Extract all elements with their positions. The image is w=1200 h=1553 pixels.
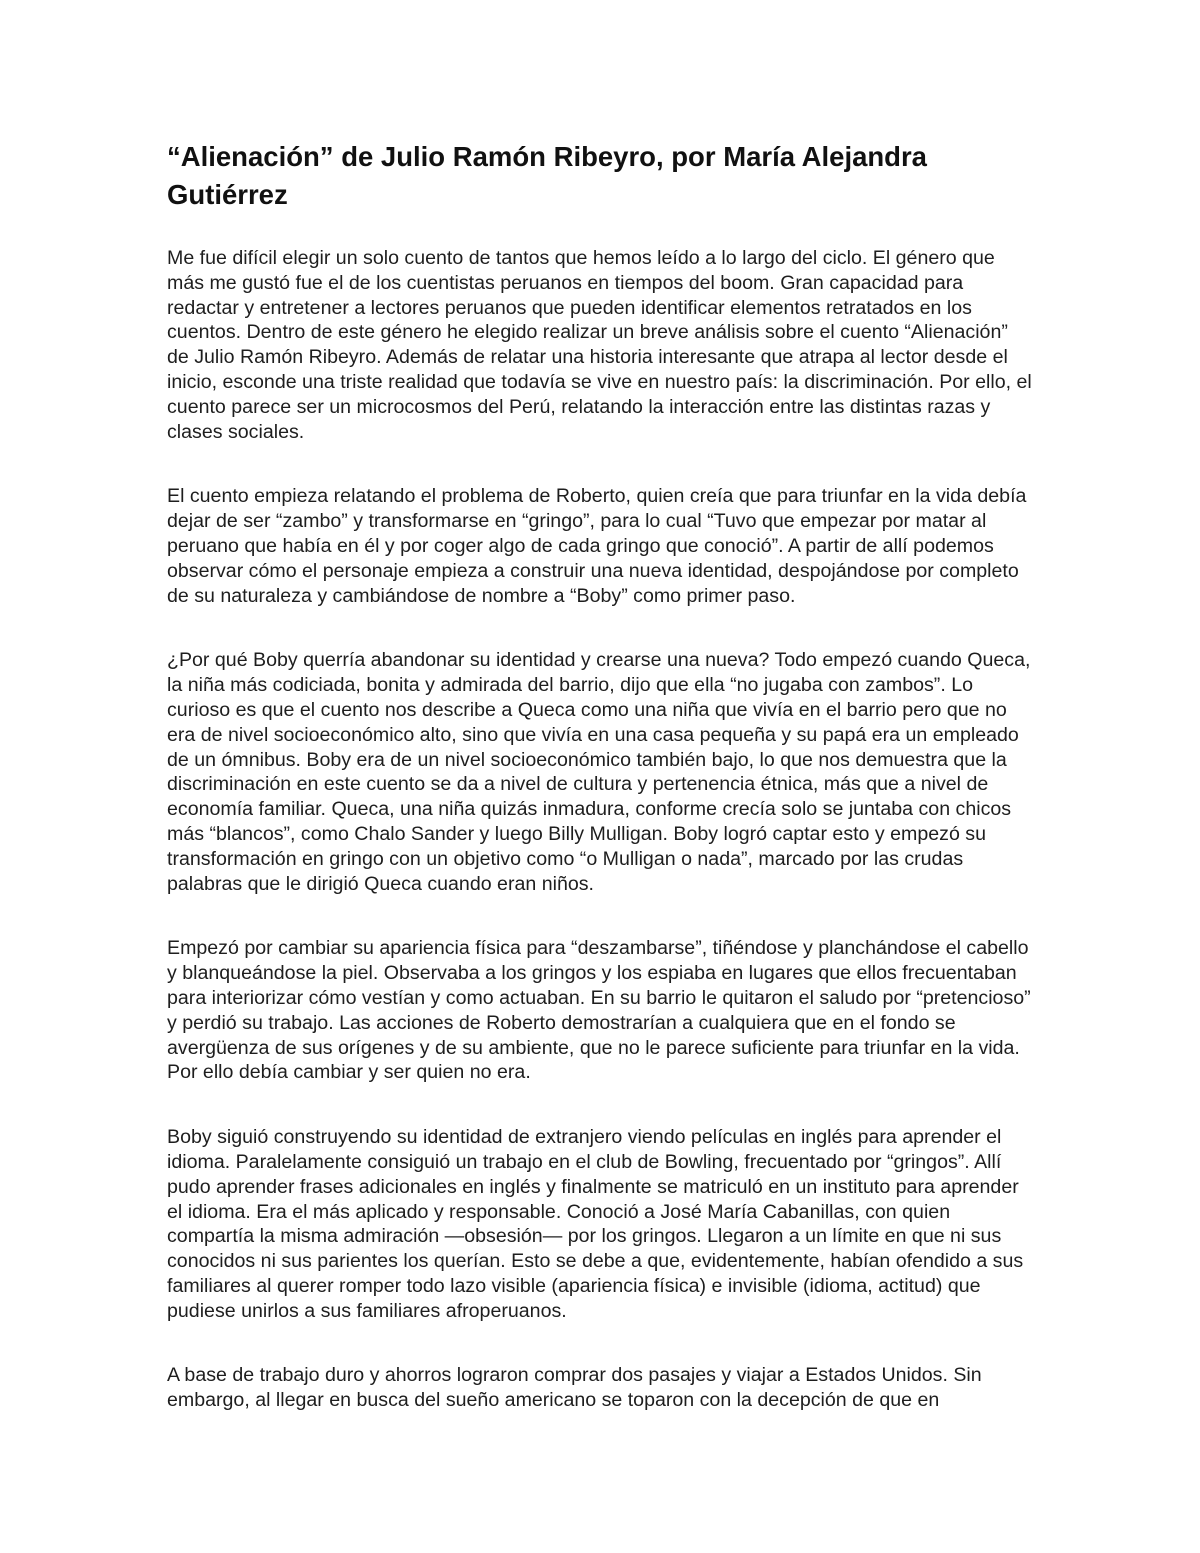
document-title: “Alienación” de Julio Ramón Ribeyro, por María Alejandra Gutiérrez xyxy=(167,141,927,210)
paragraph-6: A base de trabajo duro y ahorros lograron comprar dos pasajes y viajar a Estados Unidos. Sin embargo, al llegar en busca del sueño americano se toparon con la decepción de que en xyxy=(167,1364,982,1412)
document-body xyxy=(167,138,1035,1453)
paragraph-3: ¿Por qué Boby querría abandonar su identidad y crearse una nueva? Todo empezó cuando Queca, la niña más codiciada, bonita y admirada del barrio, dijo que ella “no jugaba con zambos”. Lo curioso es que el cuento nos describe a Queca como una niña que vivía en el barrio pero que no era de nivel socioeconómico alto, sino que vivía en una casa pequeña y su papá era un empleado de un ómnibus. Boby era de un nivel socioeconómico también bajo, lo que nos demuestra que la discriminación en este cuento se da a nivel de cultura y pertenencia étnica, más que a nivel de economía familiar. Queca, una niña quizás inmadura, conforme crecía solo se juntaba con chicos más “blancos”, como Chalo Sander y luego Billy Mulligan. Boby logró captar esto y empezó su transformación en gringo con un objetivo como “o Mulligan o nada”, marcado por las crudas palabras que le dirigió Queca cuando eran niños. xyxy=(167,649,1031,895)
paragraph-5: Boby siguió construyendo su identidad de extranjero viendo películas en inglés para aprender el idioma. Paralelamente consiguió un trabajo en el club de Bowling, frecuentado por “gringos”. Allí pudo aprender frases adicionales en inglés y finalmente se matriculó en un instituto para aprender el idioma. Era el más aplicado y responsable. Conoció a José María Cabanillas, con quien compartía la misma admiración —obsesión— por los gringos. Llegaron a un límite en que ni sus conocidos ni sus parientes los querían. Esto se debe a que, evidentemente, habían ofendido a sus familiares al querer romper todo lazo visible (apariencia física) e invisible (idioma, actitud) que pudiese unirlos a sus familiares afroperuanos. xyxy=(167,1126,1024,1322)
paragraph-1: Me fue difícil elegir un solo cuento de tantos que hemos leído a lo largo del ciclo. El género que más me gustó fue el de los cuentistas peruanos en tiempos del boom. Gran capacidad para redactar y entretener a lectores peruanos que pueden identificar elementos retratados en los cuentos. Dentro de este género he elegido realizar un breve análisis sobre el cuento “Alienación” de Julio Ramón Ribeyro. Además de relatar una historia interesante que atrapa al lector desde el inicio, esconde una triste realidad que todavía se vive en nuestro país: la discriminación. Por ello, el cuento parece ser un microcosmos del Perú, relatando la interacción entre las distintas razas y clases sociales. xyxy=(167,247,1032,443)
paragraph-2: El cuento empieza relatando el problema de Roberto, quien creía que para triunfar en la vida debía dejar de ser “zambo” y transformarse en “gringo”, para lo cual “Tuvo que empezar por matar al peruano que había en él y por coger algo de cada gringo que conoció”. A partir de allí podemos observar cómo el personaje empieza a construir una nueva identidad, despojándose por completo de su naturaleza y cambiándose de nombre a “Boby” como primer paso. xyxy=(167,485,1027,607)
paragraph-4: Empezó por cambiar su apariencia física para “deszambarse”, tiñéndose y planchándose el cabello y blanqueándose la piel. Observaba a los gringos y los espiaba en lugares que ellos frecuentaban para interiorizar cómo vestían y como actuaban. En su barrio le quitaron el saludo por “pretencioso” y perdió su trabajo. Las acciones de Roberto demostrarían a cualquiera que en el fondo se avergüenza de sus orígenes y de su ambiente, que no le parece suficiente para triunfar en la vida. Por ello debía cambiar y ser quien no era. xyxy=(167,937,1031,1084)
